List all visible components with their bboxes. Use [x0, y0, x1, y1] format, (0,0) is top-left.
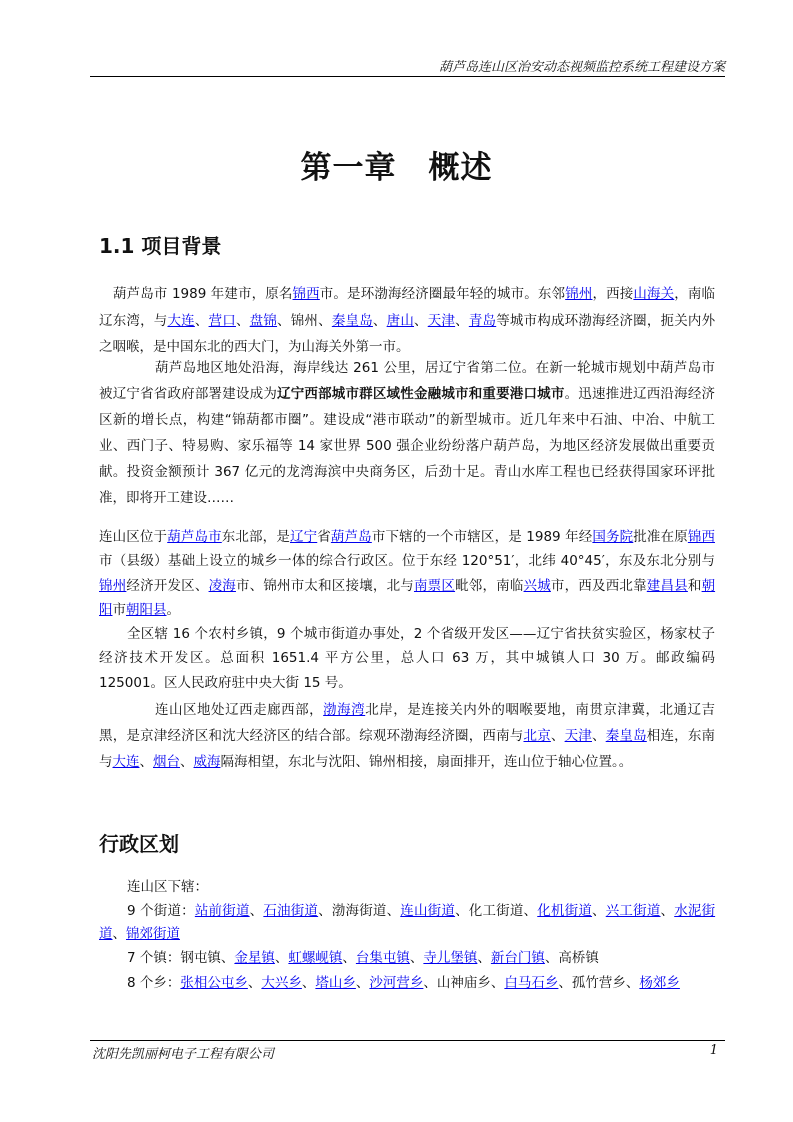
place-link[interactable]: 白马石乡	[504, 975, 559, 991]
text-run: 葫芦岛市 1989 年建市，原名	[113, 286, 293, 302]
place-link[interactable]: 张相公屯乡	[180, 975, 248, 991]
place-link[interactable]: 化机街道	[537, 903, 593, 919]
place-link[interactable]: 站前街道	[194, 903, 250, 919]
text-run: 。	[166, 601, 180, 618]
text-run: 、	[112, 926, 126, 942]
paragraph-overview	[99, 281, 715, 361]
text-run: 、	[235, 312, 250, 329]
place-link[interactable]: 锦郊街道	[126, 926, 180, 942]
text-run: 东北部，是	[221, 529, 290, 545]
place-link[interactable]: 国务院	[592, 529, 634, 545]
text-run: 相连，东南与	[99, 728, 716, 770]
divisions-townships	[99, 971, 715, 995]
section-heading-divisions: 行政区划	[99, 832, 179, 856]
footer-rule	[90, 1040, 725, 1041]
text-run: 、	[247, 975, 262, 991]
text-run: 连山区下辖：	[127, 879, 208, 895]
text-run: 、	[180, 754, 194, 770]
text-run: 北岸，是连接关内外的咽喉要地，南贯京津冀，北通辽吉黑，是京津经济区和沈大经济区的结合部。综观环渤海经济圈，西南与	[99, 702, 716, 744]
text-run: 、	[414, 312, 428, 329]
text-run: 和	[687, 577, 702, 594]
paragraph-geography	[99, 697, 715, 775]
place-link[interactable]: 虹螺岘镇	[288, 950, 343, 966]
text-run: 、	[274, 950, 289, 966]
divisions-streets	[99, 900, 715, 946]
text-run: 市	[112, 601, 126, 618]
chapter-title: 第一章 概述	[300, 150, 493, 186]
place-link[interactable]: 葫芦岛市	[167, 529, 222, 545]
footer-company: 沈阳先凯丽柯电子工程有限公司	[92, 1047, 275, 1062]
text-run: 、	[342, 950, 356, 966]
divisions-towns	[99, 947, 715, 970]
place-link[interactable]: 锦州	[565, 286, 593, 302]
text-run: 批准在原	[633, 529, 688, 545]
place-link[interactable]: 营口	[208, 312, 236, 329]
text-run: ，南临辽东湾，与	[99, 286, 716, 329]
text-run: 、锦州、	[277, 312, 332, 329]
bold-text: 辽宁西部城市群区域性金融城市和重要港口城市	[277, 386, 565, 402]
text-run: 、	[455, 312, 469, 329]
place-link[interactable]: 青岛	[468, 312, 497, 329]
text-run: 、	[194, 312, 209, 329]
text-run: 、渤海街道、	[318, 903, 401, 919]
place-link[interactable]: 朝阳县	[126, 601, 167, 618]
place-link[interactable]: 大连	[167, 312, 195, 329]
place-link[interactable]: 杨郊乡	[639, 975, 680, 991]
page-number: 1	[709, 1043, 718, 1058]
text-run: 经济开发区、	[126, 577, 209, 594]
place-link[interactable]: 石油街道	[263, 903, 319, 919]
place-link[interactable]: 烟台	[153, 754, 180, 770]
paragraph-coastline	[99, 355, 715, 511]
text-run: 、山神庙乡、	[423, 975, 505, 991]
place-link[interactable]: 寺儿堡镇	[423, 950, 478, 966]
place-link[interactable]: 台集屯镇	[355, 950, 410, 966]
text-run: 、	[249, 903, 264, 919]
paragraph-location	[99, 525, 715, 622]
place-link[interactable]: 建昌县	[646, 577, 688, 594]
text-run: 、	[477, 950, 491, 966]
text-run: 7 个镇：钢屯镇、	[127, 950, 235, 966]
running-header: 葫芦岛连山区治安动态视频监控系统工程建设方案	[438, 60, 725, 75]
place-link[interactable]: 金星镇	[234, 950, 275, 966]
place-link[interactable]: 秦皇岛	[605, 728, 647, 744]
text-run: 8 个乡：	[127, 975, 181, 991]
text-run: 隔海相望，东北与沈阳、锦州相接，扇面排开，连山位于轴心位置。。	[220, 754, 633, 770]
text-run: 、化工街道、	[455, 903, 538, 919]
text-run: 、	[301, 975, 316, 991]
place-link[interactable]: 辽宁	[289, 529, 318, 545]
place-link[interactable]: 凌海	[208, 577, 236, 594]
place-link[interactable]: 北京	[523, 728, 551, 744]
place-link[interactable]: 山海关	[633, 286, 675, 302]
text-run: 省	[317, 529, 331, 545]
text-run: 市下辖的一个市辖区，是 1989 年经	[371, 529, 593, 545]
place-link[interactable]: 锦西	[687, 529, 715, 545]
divisions-intro	[99, 876, 715, 898]
place-link[interactable]: 威海	[193, 754, 221, 770]
text-run: 连山区位于	[99, 529, 168, 545]
text-run: ，西接	[592, 286, 634, 302]
place-link[interactable]: 盘锦	[249, 312, 278, 329]
place-link[interactable]: 水泥街道	[99, 903, 716, 942]
text-run: 、孤竹营乡、	[558, 975, 640, 991]
place-link[interactable]: 南票区	[413, 577, 456, 594]
place-link[interactable]: 天津	[427, 312, 456, 329]
place-link[interactable]: 葫芦岛	[330, 529, 372, 545]
place-link[interactable]: 连山街道	[400, 903, 456, 919]
text-run: 、	[372, 312, 387, 329]
text-run: 9 个街道：	[127, 903, 195, 919]
text-run: 、高桥镇	[544, 950, 599, 966]
text-run: 。迅速推进辽西沿海经济区新的增长点，构建“锦葫都市圈”。建设成“港市联动”的新型城市。近几年来中石油、中冶、中航工业、西门子、特易购、家乐福等 14 家世界 500 强企业纷纷落户葫芦岛，为地区经济发展做出重要贡献。投资金额预计 367 亿元的龙湾海滨中央商务区，后劲十足。青山水库工程也已经获得国家环评批准，即将开工建设……	[99, 386, 716, 506]
place-link[interactable]: 沙河营乡	[369, 975, 424, 991]
text-run: 市、锦州市太和区接壤，北与	[235, 577, 414, 594]
place-link[interactable]: 兴工街道	[605, 903, 661, 919]
place-link[interactable]: 唐山	[386, 312, 415, 329]
text-run: 连山区地处辽西走廊西部，	[155, 702, 324, 718]
text-run: 、	[592, 903, 606, 919]
text-run: 市（县级）基础上设立的城乡一体的综合行政区。位于东经 120°51′，北纬 40°45′，东及东北分别与	[99, 553, 715, 570]
place-link[interactable]: 锦州	[99, 577, 127, 594]
text-run: 市，西及西北靠	[550, 577, 647, 594]
text-run: 、	[591, 728, 606, 744]
header-rule	[90, 76, 725, 77]
place-link[interactable]: 天津	[564, 728, 592, 744]
text-run: 葫芦岛地区地处沿海，海岸线达 261 公里，居辽宁省第二位。在新一轮城市规划中葫芦岛市被辽宁省省政府部署建设成为	[99, 360, 715, 402]
text-run: 毗邻，南临	[455, 577, 524, 594]
place-link[interactable]: 朝阳	[99, 577, 716, 618]
text-run: 、	[139, 754, 153, 770]
text-run: 、	[355, 975, 370, 991]
place-link[interactable]: 大连	[112, 754, 140, 770]
place-link[interactable]: 大兴乡	[261, 975, 302, 991]
place-link[interactable]: 锦西	[292, 286, 320, 302]
place-link[interactable]: 新台门镇	[490, 950, 545, 966]
text-run: 市。是环渤海经济圈最年轻的城市。东邻	[319, 286, 566, 302]
place-link[interactable]: 塔山乡	[315, 975, 356, 991]
text-run: 全区辖 16 个农村乡镇，9 个城市街道办事处，2 个省级开发区——辽宁省扶贫实验区，杨家杖子经济技术开发区。总面积 1651.4 平方公里，总人口 63 万，其中城镇人口 30 万。邮政编码 125001。区人民政府驻中央大街 15 号。	[99, 626, 715, 691]
section-heading-background: 1.1 项目背景	[99, 234, 222, 258]
place-link[interactable]: 兴城	[523, 577, 551, 594]
paragraph-administration	[99, 622, 715, 695]
place-link[interactable]: 渤海湾	[323, 702, 366, 718]
text-run: 等城市构成环渤海经济圈，扼关内外之咽喉，是中国东北的西大门，为山海关外第一市。	[99, 312, 716, 355]
text-run: 、	[409, 950, 424, 966]
text-run: 、	[660, 903, 675, 919]
place-link[interactable]: 秦皇岛	[331, 312, 373, 329]
text-run: 、	[550, 728, 565, 744]
